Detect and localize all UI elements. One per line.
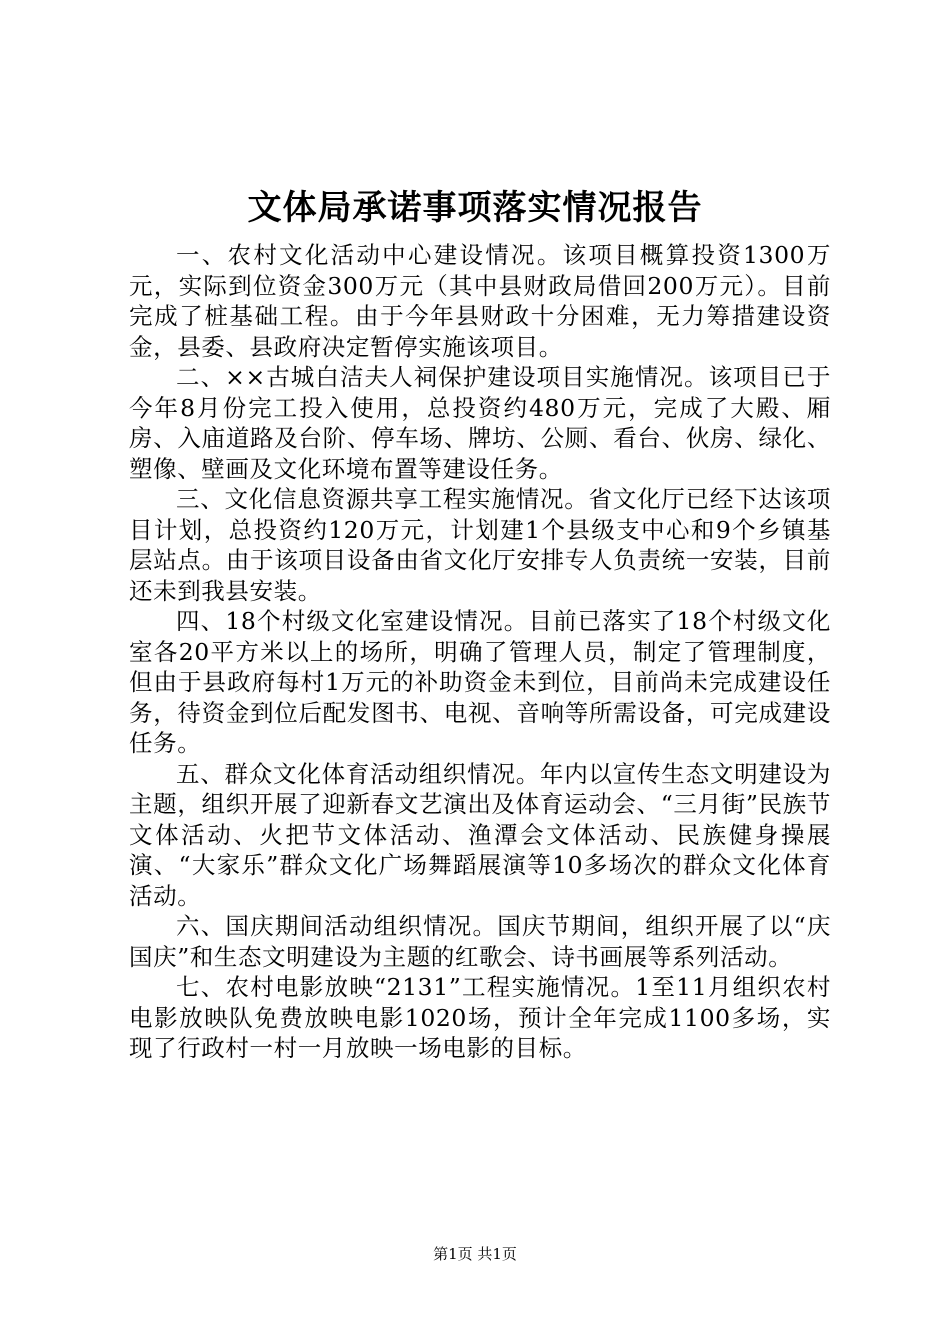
paragraph-2: 二、××古城白洁夫人祠保护建设项目实施情况。该项目已于今年8月份完工投入使用，总投资约480万元，完成了大殿、厢房、入庙道路及台阶、停车场、牌坊、公厕、看台、伙房、绿化、塑像、壁画及文化环境布置等建设任务。 (129, 363, 831, 483)
paragraph-7: 七、农村电影放映“2131”工程实施情况。1至11月组织农村电影放映队免费放映电影1020场，预计全年完成1100多场，实现了行政村一村一月放映一场电影的目标。 (129, 973, 831, 1062)
document-body (129, 240, 831, 1064)
paragraph-3: 三、文化信息资源共享工程实施情况。省文化厅已经下达该项目计划，总投资约120万元，计划建1个县级支中心和9个乡镇基层站点。由于该项目设备由省文化厅安排专人负责统一安装，目前还未到我县安装。 (129, 485, 831, 605)
document-title: 文体局承诺事项落实情况报告 (247, 188, 703, 228)
paragraph-1: 一、农村文化活动中心建设情况。该项目概算投资1300万元，实际到位资金300万元（其中县财政局借回200万元）。目前完成了桩基础工程。由于今年县财政十分困难，无力筹措建设资金，县委、县政府决定暂停实施该项目。 (129, 241, 831, 361)
paragraph-6: 六、国庆期间活动组织情况。国庆节期间，组织开展了以“庆国庆”和生态文明建设为主题的红歌会、诗书画展等系列活动。 (129, 912, 831, 971)
paragraph-5: 五、群众文化体育活动组织情况。年内以宣传生态文明建设为主题，组织开展了迎新春文艺演出及体育运动会、“三月街”民族节文体活动、火把节文体活动、渔潭会文体活动、民族健身操展演、“大家乐”群众文化广场舞蹈展演等10多场次的群众文化体育活动。 (129, 759, 831, 910)
paragraph-4: 四、18个村级文化室建设情况。目前已落实了18个村级文化室各20平方米以上的场所，明确了管理人员，制定了管理制度，但由于县政府每村1万元的补助资金未到位，目前尚未完成建设任务，待资金到位后配发图书、电视、音响等所需设备，可完成建设任务。 (129, 607, 831, 757)
page-number-footer: 第1页 共1页 (433, 1245, 517, 1263)
